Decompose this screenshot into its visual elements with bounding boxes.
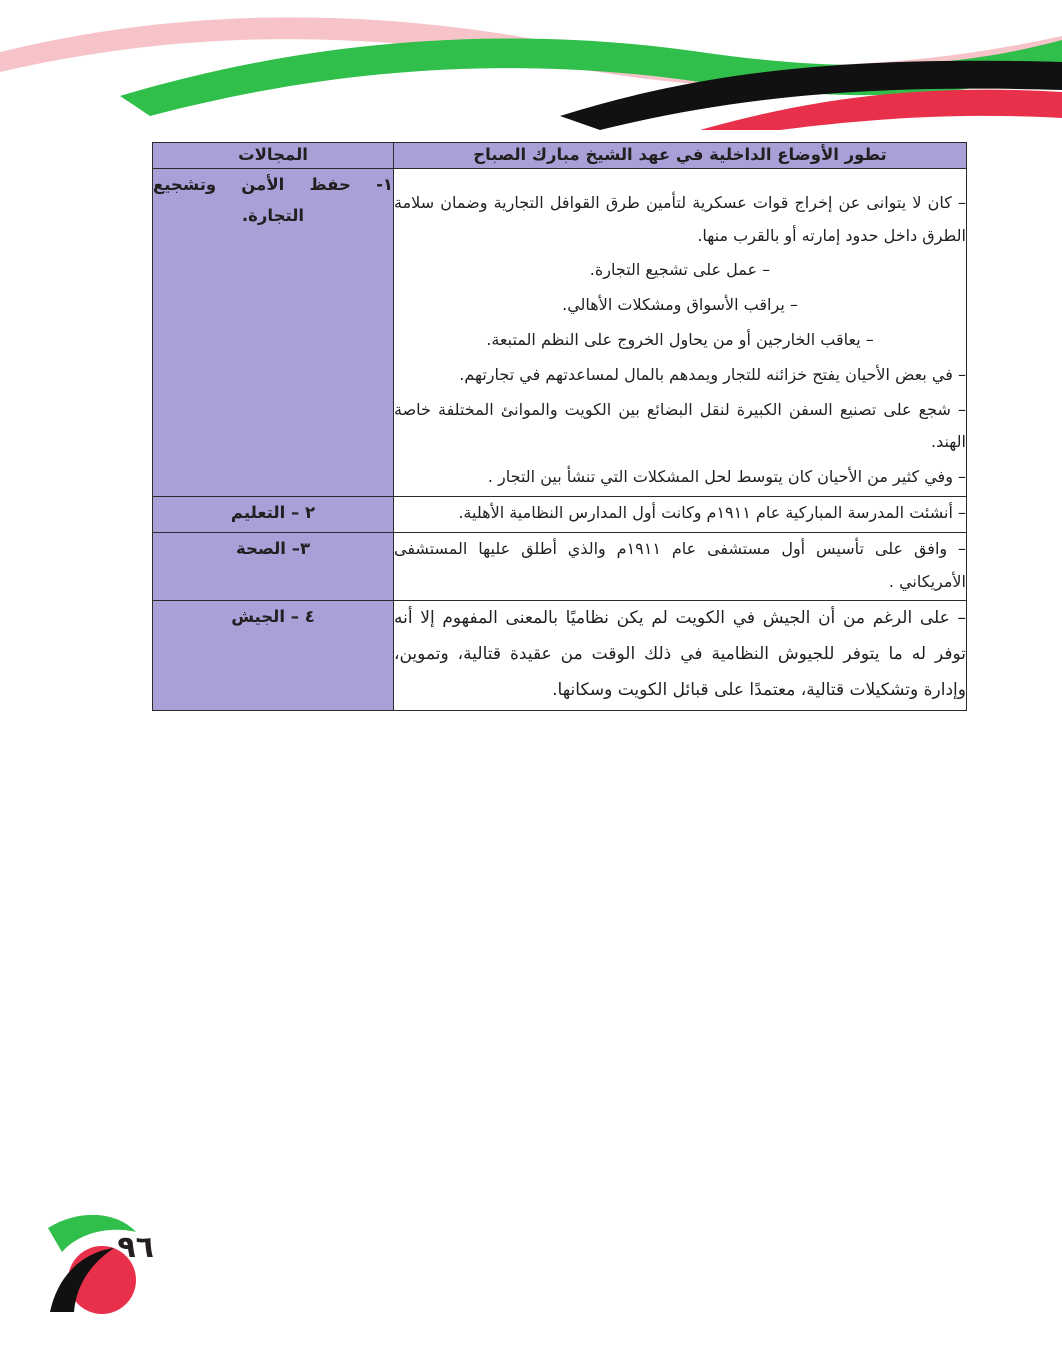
field-label: ٢ – التعليم [230, 502, 316, 522]
row-details-cell [394, 532, 967, 601]
list-item: – يراقب الأسواق ومشكلات الأهالي. [562, 295, 798, 315]
table-header-row [153, 143, 967, 169]
row-details-cell [394, 168, 967, 496]
table-row [153, 601, 967, 711]
row-field-cell [153, 168, 394, 496]
details-list [394, 497, 966, 530]
table-row [153, 168, 967, 496]
list-item: – عمل على تشجيع التجارة. [589, 260, 771, 280]
list-item: – على الرغم من أن الجيش في الكويت لم يكن نظاميًا بالمعنى المفهوم إلا أنه توفر له ما يتوفر للجيوش النظامية في ذلك الوقت من عقيدة قتالية، وتموين، وإدارة وتشكيلات قتالية، معتمدًا على قبائل الكويت وسكانها. [394, 608, 966, 700]
row-details-cell [394, 601, 967, 711]
details-list [394, 533, 966, 599]
list-item: – يعاقب الخارجين أو من يحاول الخروج على النظم المتبعة. [486, 329, 874, 349]
field-label: ٣– الصحة [235, 538, 311, 558]
page-number-badge [40, 1208, 160, 1318]
details-list [394, 187, 966, 494]
decorative-ribbon-graphic [0, 0, 1062, 130]
internal-affairs-table [152, 142, 967, 711]
list-item: – كان لا يتوانى عن إخراج قوات عسكرية لتأمين طرق القوافل التجارية وضمان سلامة الطرق داخل حدود إمارته أو بالقرب منها. [394, 192, 966, 245]
page-number: ٩٦ [117, 1230, 154, 1265]
table-row [153, 532, 967, 601]
list-item: – وفي كثير من الأحيان كان يتوسط لحل المشكلات التي تنشأ بين التجار . [487, 467, 966, 487]
list-item: – أنشئت المدرسة المباركية عام ١٩١١م وكانت أول المدارس النظامية الأهلية. [458, 502, 966, 522]
details-list [394, 601, 966, 708]
column-header-fields: المجالات [153, 143, 394, 169]
field-label: ١- حفظ الأمن وتشجيع التجارة. [153, 174, 393, 226]
row-field-cell [153, 496, 394, 532]
list-item: – وافق على تأسيس أول مستشفى عام ١٩١١م والذي أطلق عليها المستشفى الأمريكاني . [394, 538, 967, 591]
row-field-cell [153, 532, 394, 601]
list-item: – في بعض الأحيان يفتح خزائنه للتجار ويمدهم بالمال لمساعدتهم في تجارتهم. [459, 364, 966, 384]
table-row [153, 496, 967, 532]
row-details-cell [394, 496, 967, 532]
field-label: ٤ – الجيش [231, 607, 315, 627]
content-table-wrapper [155, 142, 967, 711]
list-item: – شجع على تصنيع السفن الكبيرة لنقل البضائع بين الكويت والموانئ المختلفة خاصة الهند. [394, 399, 966, 452]
row-field-cell [153, 601, 394, 711]
column-header-details: تطور الأوضاع الداخلية في عهد الشيخ مبارك الصباح [394, 143, 967, 169]
